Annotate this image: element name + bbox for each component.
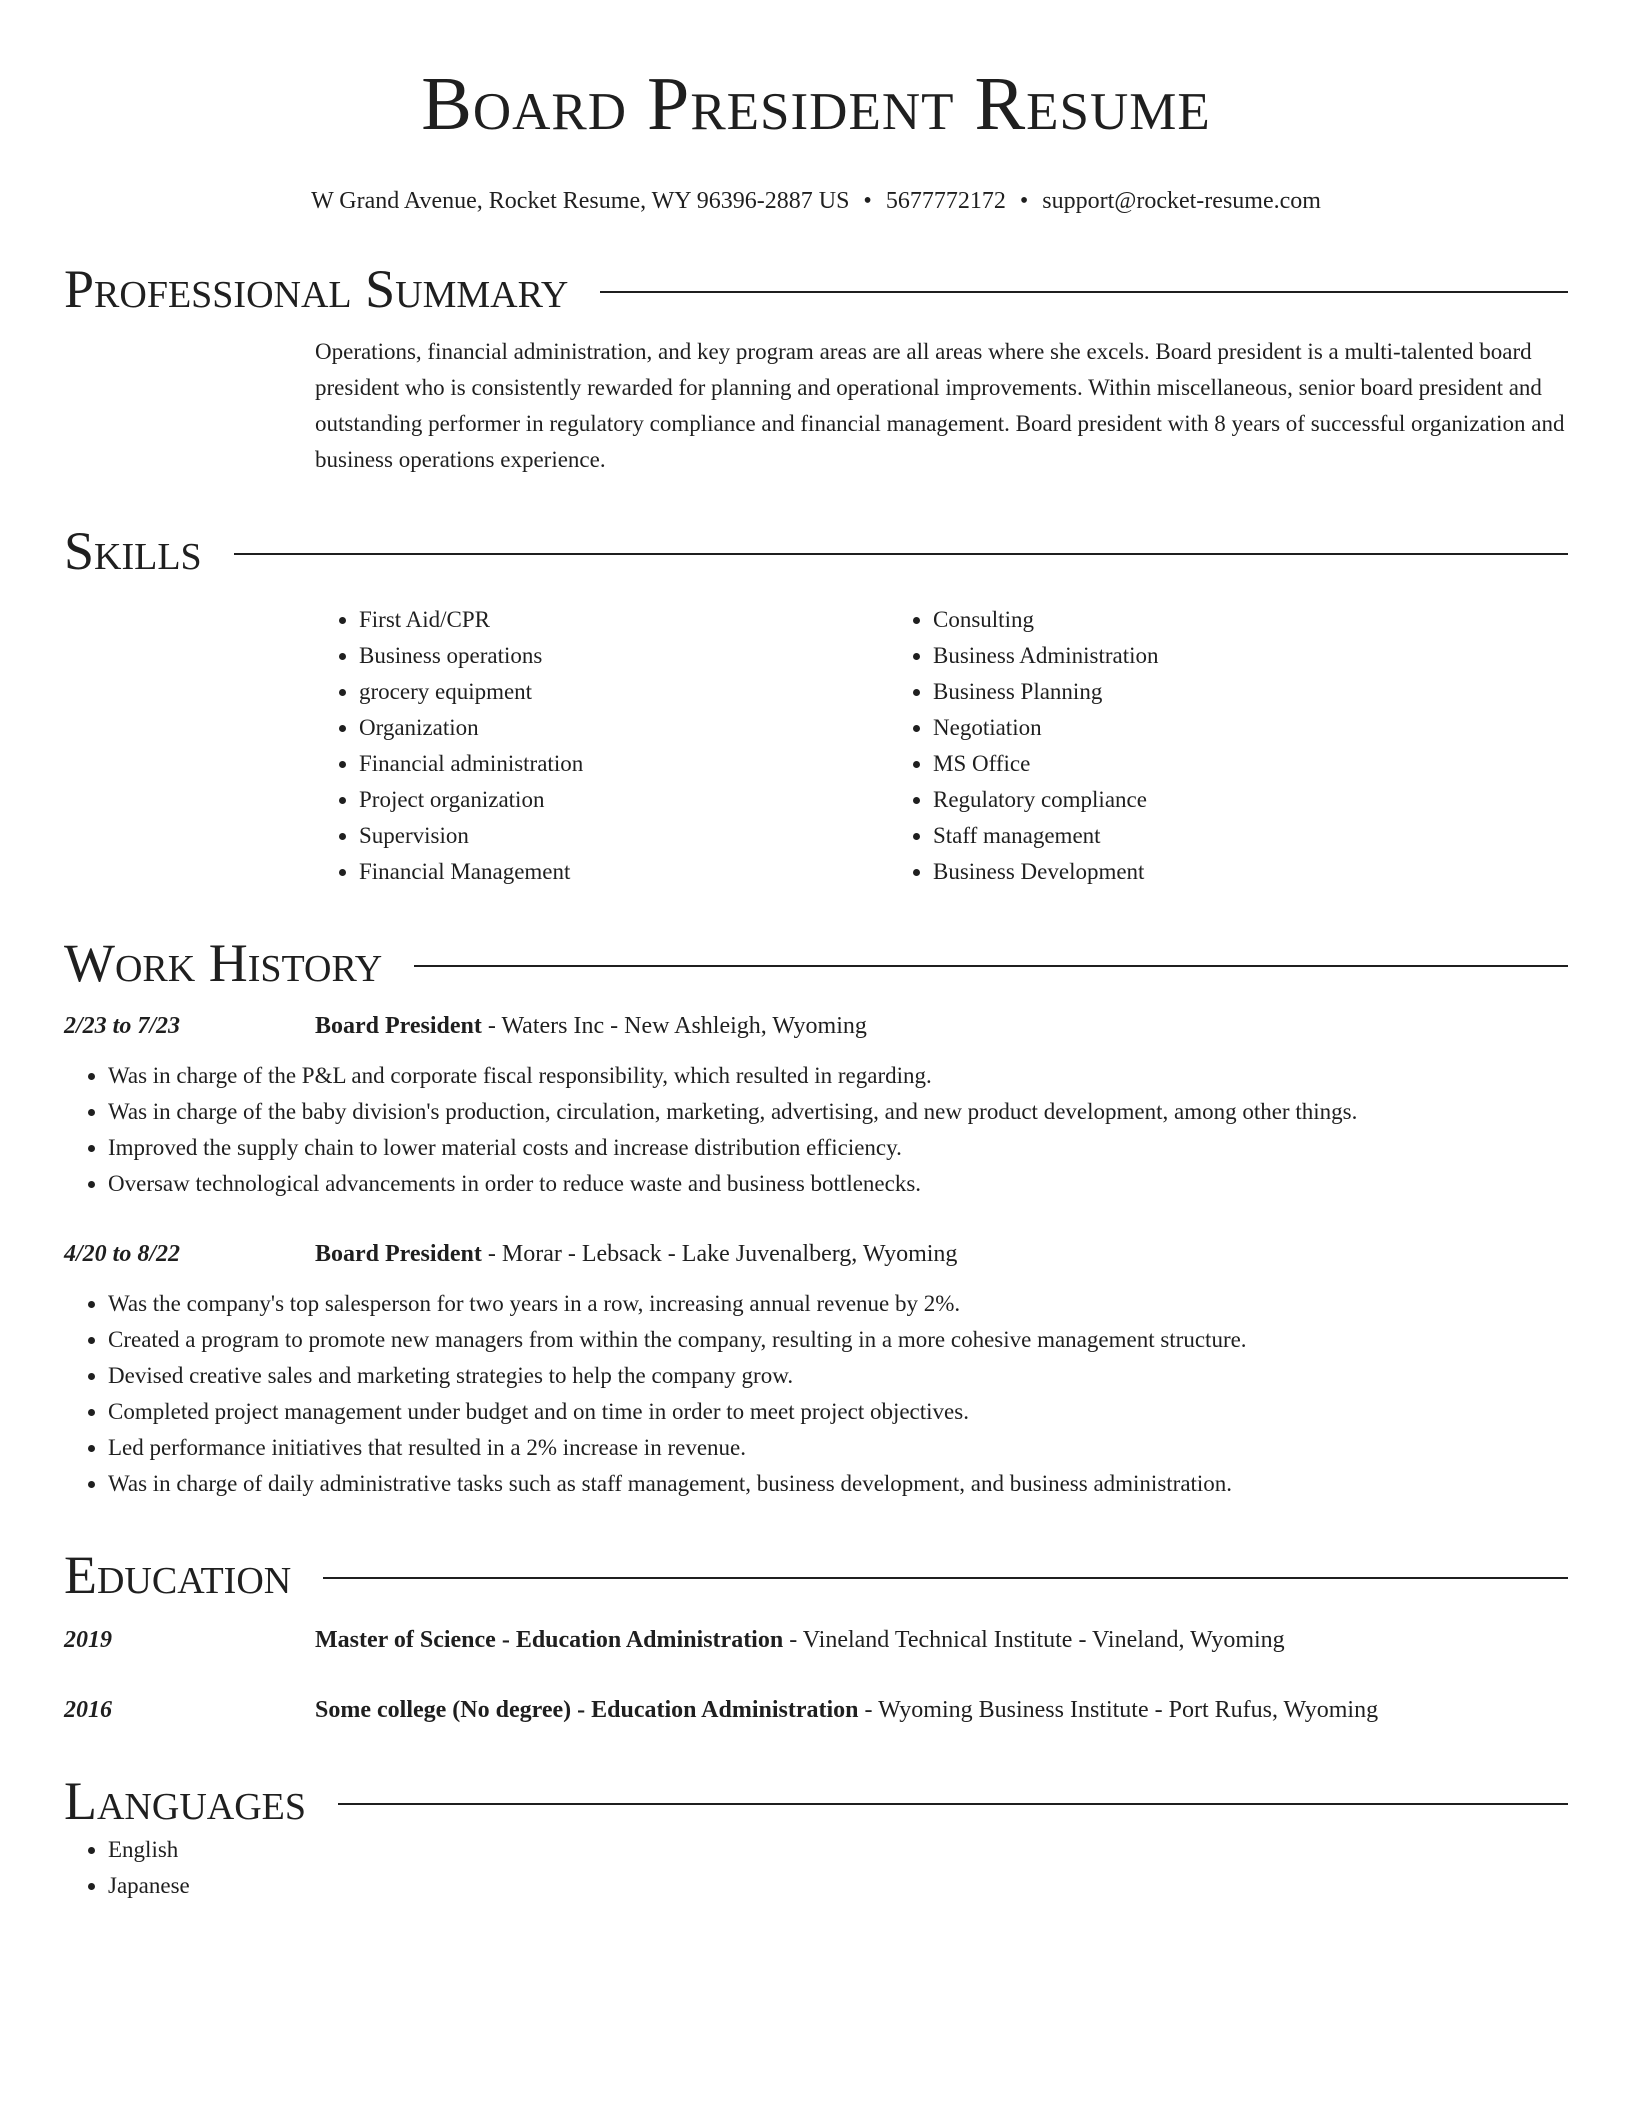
languages-heading: Languages	[64, 1771, 306, 1831]
skill-item: • Regulatory compliance	[933, 782, 1463, 818]
skill-item: • Business Planning	[933, 674, 1463, 710]
contact-separator: •	[1019, 188, 1029, 214]
education-entry	[64, 1692, 1568, 1728]
education-entry	[64, 1622, 1568, 1658]
education-degree: Master of Science - Education Administration	[315, 1627, 784, 1653]
job-role: Board President	[315, 1241, 482, 1267]
skill-item: • Financial Management	[359, 854, 889, 890]
skill-item: • Supervision	[359, 818, 889, 854]
education-year: 2016	[64, 1697, 112, 1723]
section-divider	[338, 1803, 1568, 1805]
job-bullets	[64, 1286, 1568, 1502]
contact-phone: 5677772172	[885, 188, 1006, 214]
job-dates: 2/23 to 7/23	[64, 1013, 181, 1039]
job-bullet: • Was in charge of the baby division's production, circulation, marketing, advertising, and new product development, among other things.	[108, 1094, 1568, 1130]
skill-item: • Business operations	[359, 638, 889, 674]
job-bullet: • Completed project management under budget and on time in order to meet project objectives.	[108, 1394, 1568, 1430]
skills-section-header	[64, 520, 1568, 582]
skill-item: • MS Office	[933, 746, 1463, 782]
skill-item: • Business Administration	[933, 638, 1463, 674]
skills-column-right	[889, 602, 1463, 890]
job-role: Board President	[315, 1013, 482, 1039]
skill-item: • grocery equipment	[359, 674, 889, 710]
education-heading: Education	[64, 1545, 292, 1605]
section-divider	[234, 553, 1568, 555]
contact-address: W Grand Avenue, Rocket Resume, WY 96396-2887 US	[311, 188, 850, 214]
language-item: • English	[108, 1832, 1568, 1868]
summary-heading: Professional Summary	[64, 259, 569, 319]
job-header	[64, 1008, 1568, 1044]
summary-text: Operations, financial administration, and key program areas are all areas where she excels. Board president is a multi-talented board president who is consistently rewarded for planning and operational improvements. Within miscellaneous, senior board president and outstanding performer in regulatory compliance and financial management. Board president with 8 years of successful organization and business operations experience.	[315, 339, 1565, 472]
job-bullet: • Led performance initiatives that resulted in a 2% increase in revenue.	[108, 1430, 1568, 1466]
education-section-header	[64, 1544, 1568, 1606]
contact-email: support@rocket-resume.com	[1042, 188, 1321, 214]
job-title-line	[315, 1236, 957, 1272]
job-bullet: • Improved the supply chain to lower material costs and increase distribution efficiency.	[108, 1130, 1568, 1166]
language-item: • Japanese	[108, 1868, 1568, 1904]
education-line	[315, 1692, 1378, 1728]
skill-item: • Project organization	[359, 782, 889, 818]
education-degree: Some college (No degree) - Education Administration	[315, 1697, 859, 1723]
education-year: 2019	[64, 1627, 112, 1653]
skills-heading: Skills	[64, 521, 202, 581]
job-details: - Morar - Lebsack - Lake Juvenalberg, Wyoming	[481, 1241, 958, 1267]
job-bullet: • Was the company's top salesperson for two years in a row, increasing annual revenue by 2%.	[108, 1286, 1568, 1322]
resume-title: Board President Resume	[421, 62, 1211, 146]
skill-item: • Staff management	[933, 818, 1463, 854]
skill-item: • Financial administration	[359, 746, 889, 782]
section-divider	[414, 965, 1568, 967]
skills-column-left	[315, 602, 889, 890]
job-bullet: • Was in charge of daily administrative tasks such as staff management, business development, and business administration.	[108, 1466, 1568, 1502]
education-details: - Wyoming Business Institute - Port Rufus, Wyoming	[858, 1697, 1379, 1723]
job-bullets	[64, 1058, 1568, 1202]
skills-list	[315, 602, 1568, 890]
contact-separator: •	[863, 188, 872, 214]
section-divider	[323, 1577, 1568, 1579]
job-title-line	[315, 1008, 867, 1044]
education-line	[315, 1622, 1285, 1658]
job-bullet: • Oversaw technological advancements in order to reduce waste and business bottlenecks.	[108, 1166, 1568, 1202]
job-bullet: • Was in charge of the P&L and corporate fiscal responsibility, which resulted in regarding.	[108, 1058, 1568, 1094]
skill-item: • Negotiation	[933, 710, 1463, 746]
job-entry	[64, 1008, 1568, 1202]
section-divider	[600, 291, 1568, 293]
skill-item: • First Aid/CPR	[359, 602, 889, 638]
contact-line	[64, 186, 1568, 216]
skill-item: • Organization	[359, 710, 889, 746]
job-entry	[64, 1236, 1568, 1502]
job-details: - Waters Inc - New Ashleigh, Wyoming	[481, 1013, 867, 1039]
skill-item: • Business Development	[933, 854, 1463, 890]
work-heading: Work History	[64, 933, 383, 993]
job-header	[64, 1236, 1568, 1272]
skill-item: • Consulting	[933, 602, 1463, 638]
job-bullet: • Created a program to promote new managers from within the company, resulting in a more cohesive management structure.	[108, 1322, 1568, 1358]
education-details: - Vineland Technical Institute - Vineland, Wyoming	[783, 1627, 1285, 1653]
languages-section-header	[64, 1770, 1568, 1832]
job-dates: 4/20 to 8/22	[64, 1241, 181, 1267]
summary-section-header	[64, 258, 1568, 320]
job-bullet: • Devised creative sales and marketing strategies to help the company grow.	[108, 1358, 1568, 1394]
languages-list	[64, 1832, 1568, 1904]
work-section-header	[64, 932, 1568, 994]
